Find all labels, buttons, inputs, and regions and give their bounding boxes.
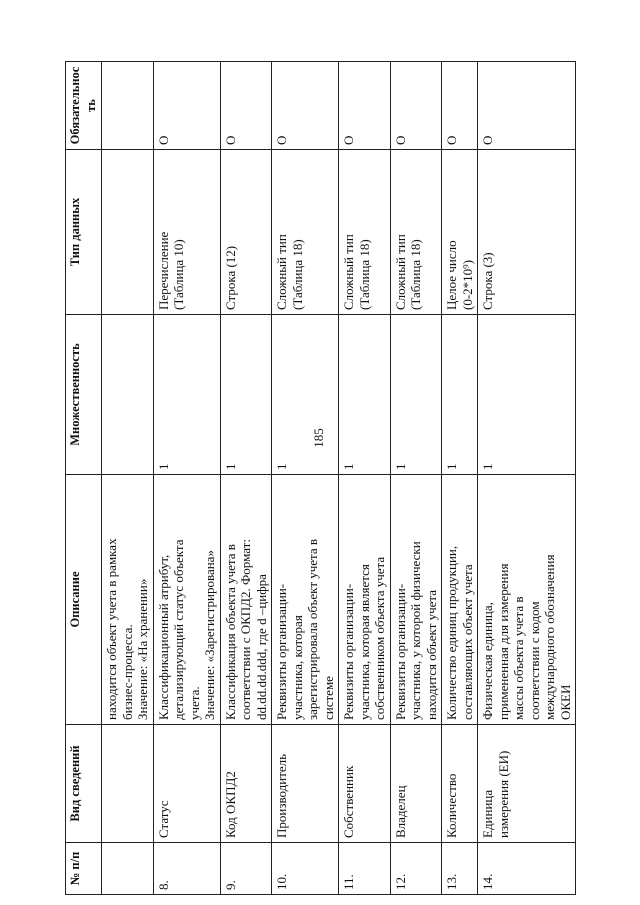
row-description-line: Реквизиты организации-: [392, 583, 408, 720]
header-req: Обязательность: [66, 62, 102, 150]
row-description-line: ОКЕИ: [557, 684, 573, 720]
row-description-line: учета.: [186, 686, 202, 720]
row-multiplicity: [102, 315, 154, 475]
row-multiplicity: 1: [339, 315, 391, 475]
row-description-line: участника, которая является: [356, 564, 372, 720]
row-data-type-line: Строка (3): [480, 252, 495, 310]
row-data-type-line: Сложный тип: [274, 234, 289, 310]
row-data-type-line: (Таблица 10): [171, 239, 186, 310]
row-description-line: Значение: «Зарегистрирована»: [202, 550, 217, 720]
row-description: [339, 475, 391, 725]
table-row: [339, 62, 391, 895]
row-required: O: [390, 62, 442, 150]
row-description-line: dd.dd.dd.ddd, где d –цифра: [253, 574, 269, 720]
row-data-type: [390, 150, 442, 315]
row-description-line: Классификация объекта учета в: [222, 544, 238, 720]
row-data-type-line: (0-2*10⁹): [459, 259, 475, 310]
row-description-line: Физическая единица,: [480, 602, 495, 720]
row-description-line: Реквизиты организации-: [341, 583, 356, 720]
row-number: 9.: [220, 843, 272, 895]
row-required: O: [478, 62, 576, 150]
row-data-type: [339, 150, 391, 315]
row-description-line: составляющих объект учета: [459, 564, 475, 720]
row-description-line: участника, которая: [289, 615, 305, 720]
row-description-line: находится объект учета в рамках: [104, 538, 119, 720]
row-number: 8.: [153, 843, 220, 895]
row-required: O: [442, 62, 478, 150]
row-description: [153, 475, 220, 725]
row-description-line: примененная для измерения: [495, 563, 511, 720]
row-description: [390, 475, 442, 725]
row-number: 12.: [390, 843, 442, 895]
row-description-line: соответствии с кодом: [526, 601, 542, 720]
row-multiplicity: 1: [153, 315, 220, 475]
table-row: [390, 62, 442, 895]
row-description-line: Классификационный атрибут,: [155, 554, 171, 720]
row-data-type-line: Сложный тип: [341, 234, 356, 310]
row-data-type-line: Целое число: [444, 240, 459, 310]
row-required: [102, 62, 154, 150]
row-description-line: собственником объекта учета: [372, 556, 387, 720]
header-mult: Множественность: [66, 315, 102, 475]
row-number: 10.: [272, 843, 339, 895]
row-multiplicity: 1: [272, 315, 339, 475]
row-kind: Количество: [442, 725, 478, 843]
row-data-type-line: (Таблица 18): [408, 239, 423, 310]
row-data-type-line: (Таблица 18): [289, 239, 305, 310]
row-description-line: находится объект учета: [423, 589, 439, 720]
row-number: 11.: [339, 843, 391, 895]
row-description-line: системе: [320, 676, 336, 720]
header-num: № п/п: [66, 843, 102, 895]
rotated-table-wrapper: [65, 61, 576, 895]
page-number-text: 185: [311, 428, 326, 448]
row-description: [442, 475, 478, 725]
row-data-type: [220, 150, 272, 315]
header-kind: Вид сведений: [66, 725, 102, 843]
row-number: 13.: [442, 843, 478, 895]
row-data-type: [153, 150, 220, 315]
table-row: [442, 62, 478, 895]
row-number: 14.: [478, 843, 576, 895]
row-description-line: массы объекта учета в: [511, 596, 526, 720]
header-row: [66, 62, 102, 895]
row-multiplicity: 1: [478, 315, 576, 475]
table-row: [478, 62, 576, 895]
row-description-line: международного обозначения: [542, 554, 557, 720]
row-multiplicity: 1: [220, 315, 272, 475]
row-data-type: [102, 150, 154, 315]
row-number: [102, 843, 154, 895]
row-description-line: зарегистрировала объект учета в: [305, 538, 320, 720]
row-description-line: участника, у которой физически: [408, 541, 423, 720]
data-table: [65, 61, 576, 895]
row-data-type-line: Строка (12): [222, 245, 238, 310]
row-kind: [102, 725, 154, 843]
row-description-line: бизнес-процесса.: [119, 624, 135, 720]
header-desc: Описание: [66, 475, 102, 725]
row-required: O: [272, 62, 339, 150]
row-data-type: [478, 150, 576, 315]
row-data-type: [442, 150, 478, 315]
row-required: O: [153, 62, 220, 150]
row-description: [102, 475, 154, 725]
header-type: Тип данных: [66, 150, 102, 315]
row-data-type-line: Перечисление: [155, 231, 171, 310]
table-row: [220, 62, 272, 895]
row-description-line: Реквизиты организации-: [274, 583, 289, 720]
row-required: O: [220, 62, 272, 150]
row-required: O: [339, 62, 391, 150]
row-description-line: детализирующий статус объекта: [171, 539, 186, 720]
row-description: [272, 475, 339, 725]
row-kind: Статус: [153, 725, 220, 843]
row-kind: Собственник: [339, 725, 391, 843]
row-kind: Единица измерения (ЕИ): [478, 725, 576, 843]
row-data-type-line: (Таблица 18): [356, 239, 372, 310]
row-multiplicity: 1: [390, 315, 442, 475]
row-data-type: [272, 150, 339, 315]
table-row: [153, 62, 220, 895]
row-description-line: Количество единиц продукции,: [444, 545, 459, 720]
row-data-type-line: Сложный тип: [392, 234, 408, 310]
row-multiplicity: 1: [442, 315, 478, 475]
row-description-line: соответствии с ОКПД2. Формат:: [238, 539, 253, 720]
row-kind: Код ОКПД2: [220, 725, 272, 843]
table-row: [272, 62, 339, 895]
table-row: [102, 62, 154, 895]
row-description: [478, 475, 576, 725]
row-kind: Производитель: [272, 725, 339, 843]
row-kind: Владелец: [390, 725, 442, 843]
row-description-line: Значение: «На хранении»: [135, 578, 150, 720]
row-description: [220, 475, 272, 725]
